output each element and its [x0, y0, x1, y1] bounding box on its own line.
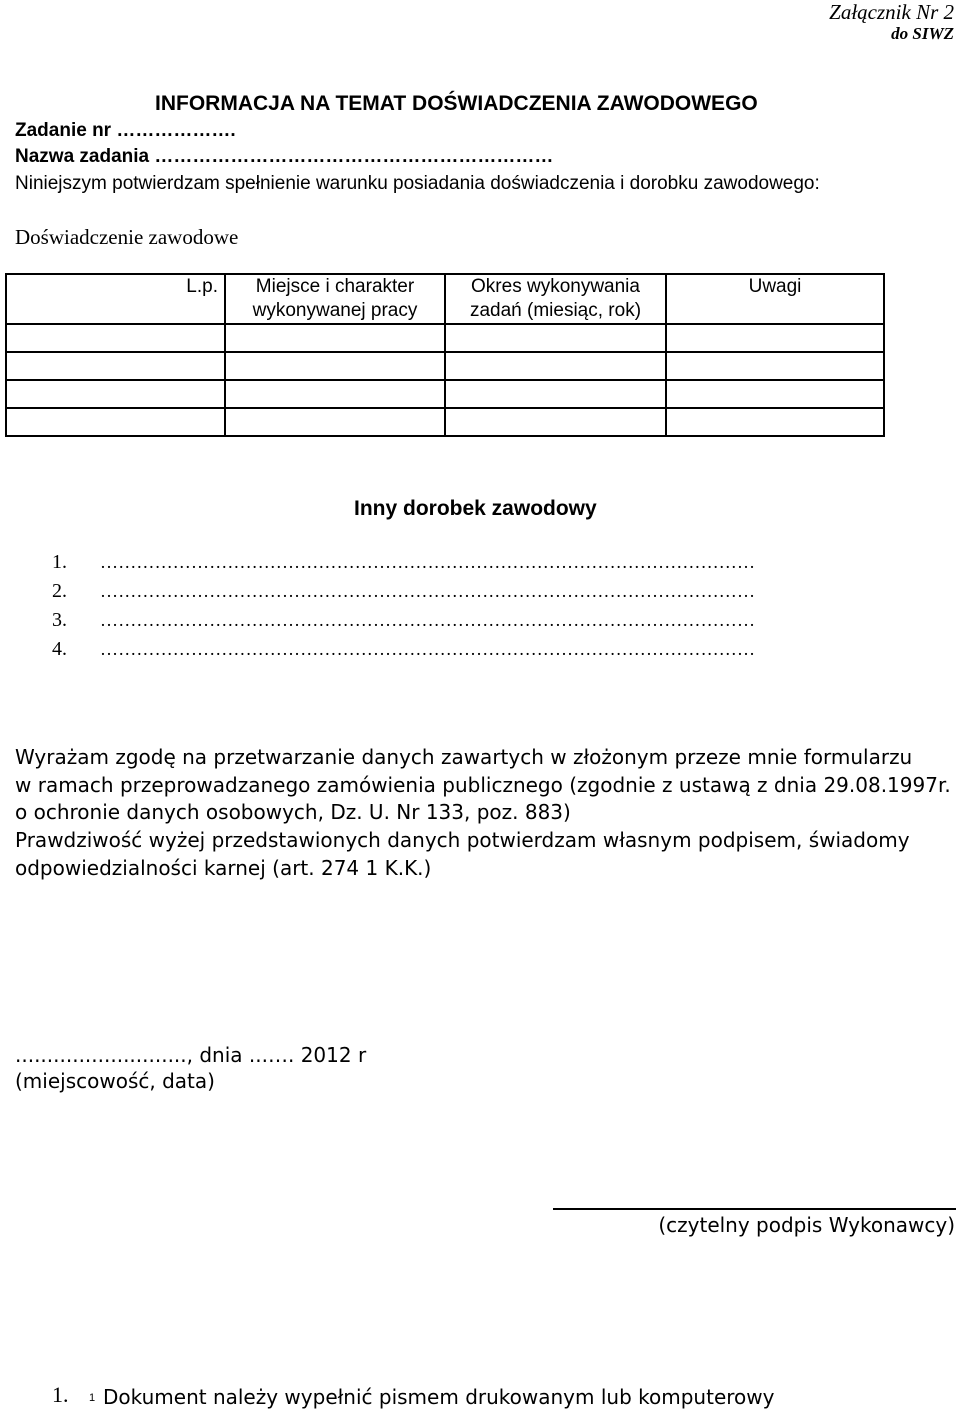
footnote-superscript: 1	[89, 1392, 96, 1404]
table-cell[interactable]	[445, 352, 666, 380]
footnote-number: 1.	[52, 1382, 69, 1407]
consent-line: odpowiedzialności karnej (art. 274 1 K.K.)	[15, 856, 432, 880]
table-cell[interactable]	[225, 324, 445, 352]
column-header-notes: Uwagi	[666, 274, 884, 324]
table-cell[interactable]	[6, 408, 225, 436]
list-item-fill-line[interactable]: ………………………………………………………………………………………………	[100, 639, 756, 659]
table-header-row	[6, 274, 884, 324]
table-cell[interactable]	[225, 380, 445, 408]
column-header-place: Miejsce i charakter wykonywanej pracy	[225, 274, 445, 324]
column-header-period: Okres wykonywania zadań (miesiąc, rok)	[445, 274, 666, 324]
list-item-fill-line[interactable]: ………………………………………………………………………………………………	[100, 581, 756, 601]
column-header-lp: L.p.	[6, 274, 225, 324]
consent-line: o ochronie danych osobowych, Dz. U. Nr 133, poz. 883)	[15, 800, 571, 824]
place-date-field[interactable]: ..........................., dnia ...…. 2012 r	[15, 1043, 367, 1067]
table-cell[interactable]	[225, 408, 445, 436]
experience-table	[5, 273, 885, 437]
place-date-label: (miejscowość, data)	[15, 1069, 215, 1093]
list-item-number: 3.	[52, 609, 67, 631]
table-cell[interactable]	[666, 352, 884, 380]
signature-label: (czytelny podpis Wykonawcy)	[658, 1213, 955, 1237]
task-number: Zadanie nr ……………….	[15, 120, 236, 141]
table-cell[interactable]	[666, 408, 884, 436]
consent-line: Wyrażam zgodę na przetwarzanie danych zawartych w złożonym przeze mnie formularzu	[15, 745, 913, 769]
table-cell[interactable]	[6, 324, 225, 352]
table-cell[interactable]	[445, 380, 666, 408]
table-cell[interactable]	[445, 408, 666, 436]
list-item-number: 2.	[52, 580, 67, 602]
task-name: Nazwa zadania ………………………………………………………	[15, 146, 554, 167]
section-other-heading: Inny dorobek zawodowy	[354, 497, 597, 520]
table-cell[interactable]	[6, 380, 225, 408]
table-row	[6, 380, 884, 408]
table-cell[interactable]	[445, 324, 666, 352]
page-title: INFORMACJA NA TEMAT DOŚWIADCZENIA ZAWODOWEGO	[155, 92, 758, 115]
annex-label: Załącznik Nr 2	[829, 0, 954, 24]
list-item-fill-line[interactable]: ………………………………………………………………………………………………	[100, 610, 756, 630]
footnote-text: Dokument należy wypełnić pismem drukowanym lub komputerowy	[103, 1385, 775, 1409]
confirmation-text: Niniejszym potwierdzam spełnienie warunku posiadania doświadczenia i dorobku zawodowego:	[15, 173, 820, 194]
table-row	[6, 352, 884, 380]
annex-sub-label: do SIWZ	[891, 24, 954, 43]
table-cell[interactable]	[6, 352, 225, 380]
table-row	[6, 408, 884, 436]
list-item-fill-line[interactable]: ………………………………………………………………………………………………	[100, 552, 756, 572]
table-row	[6, 324, 884, 352]
list-item-number: 1.	[52, 551, 67, 573]
signature-line	[553, 1208, 956, 1210]
table-cell[interactable]	[225, 352, 445, 380]
table-cell[interactable]	[666, 324, 884, 352]
consent-line: w ramach przeprowadzanego zamówienia publicznego (zgodnie z ustawą z dnia 29.08.1997r.	[15, 773, 951, 797]
table-cell[interactable]	[666, 380, 884, 408]
section-experience-heading: Doświadczenie zawodowe	[15, 225, 239, 249]
list-item-number: 4.	[52, 638, 67, 660]
consent-line: Prawdziwość wyżej przedstawionych danych potwierdzam własnym podpisem, świadomy	[15, 828, 910, 852]
